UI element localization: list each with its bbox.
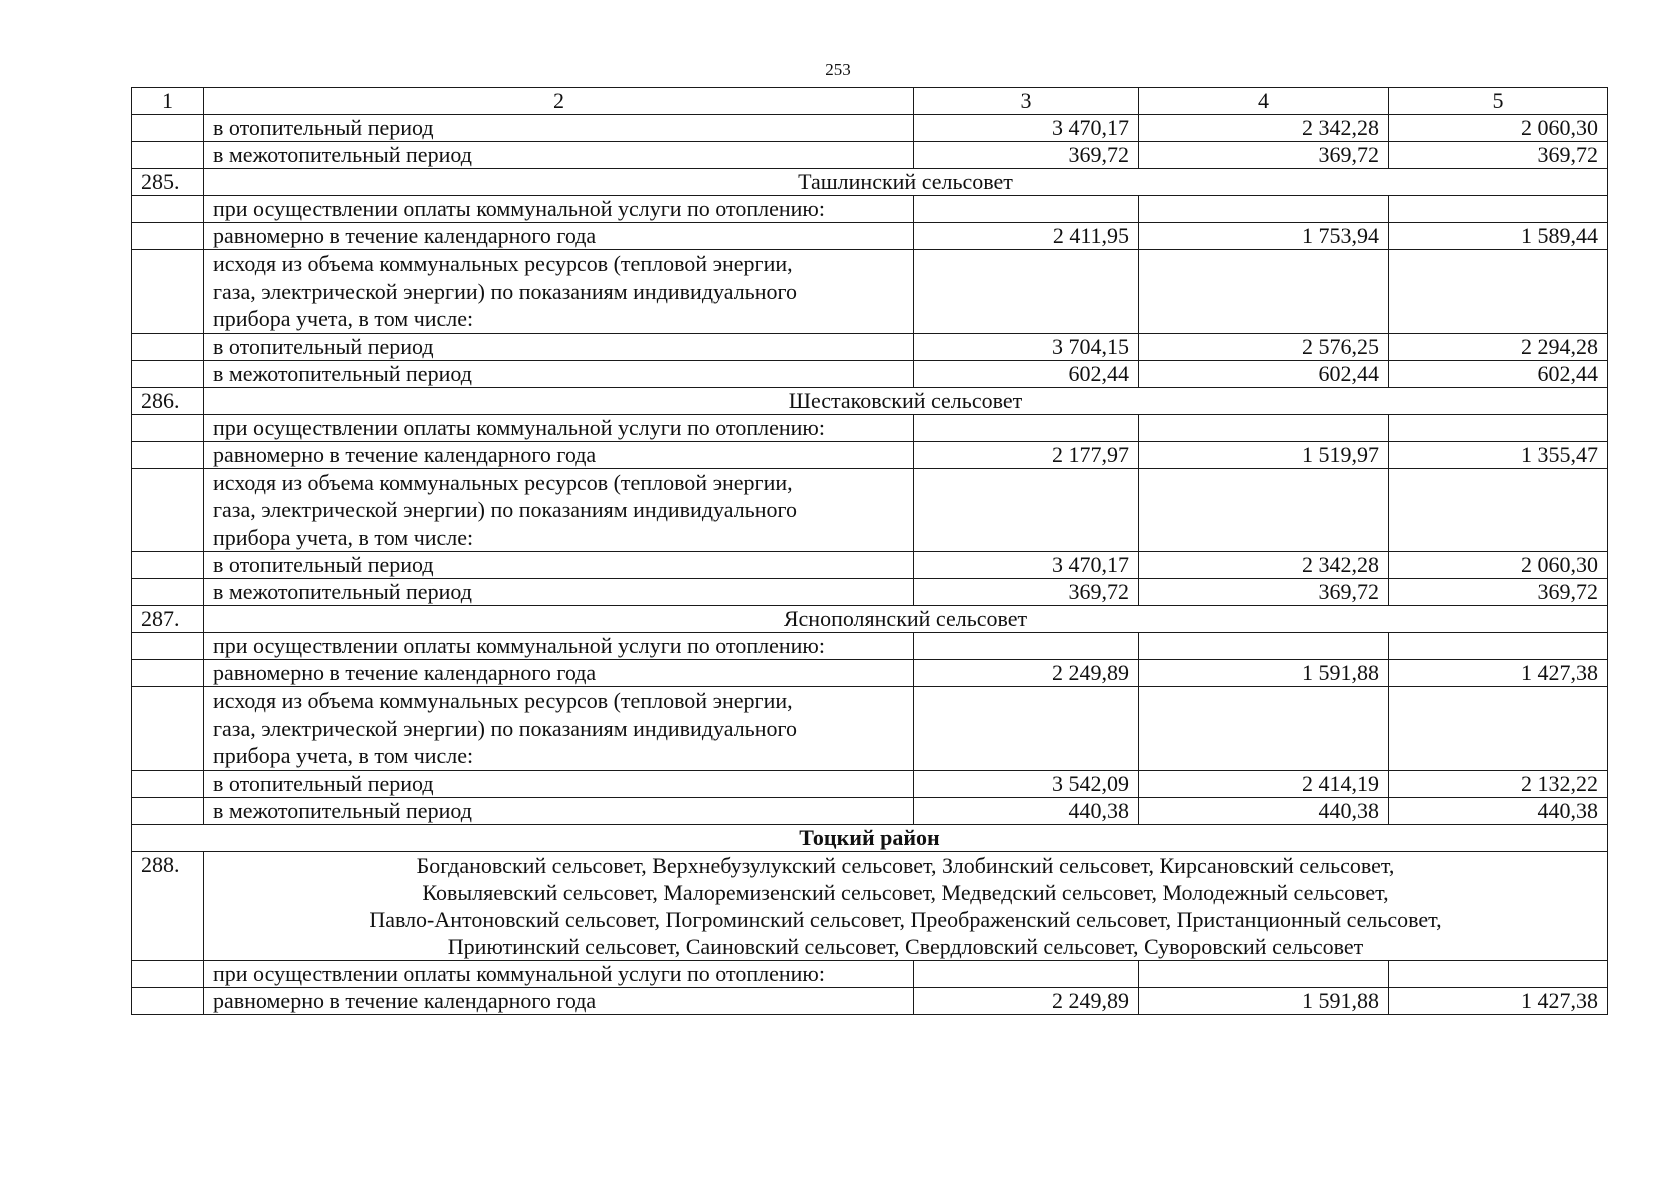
- value-col-5: 2 132,22: [1389, 770, 1608, 797]
- value-col-5: 1 427,38: [1389, 660, 1608, 687]
- value-col-4: 1 753,94: [1139, 223, 1389, 250]
- value-col-3: 369,72: [914, 142, 1139, 169]
- value-col-4: [1139, 960, 1389, 987]
- row-label-multiline: [204, 468, 914, 552]
- table-row: [132, 579, 1608, 606]
- section-title: Тоцкий район: [132, 824, 1608, 851]
- table-row: [132, 552, 1608, 579]
- header-cell-1: 1: [132, 88, 204, 115]
- value-col-5-empty: [1389, 687, 1608, 771]
- table-row: [132, 797, 1608, 824]
- row-number: [132, 633, 204, 660]
- row-label-line: исходя из объема коммунальных ресурсов (тепловой энергии,: [213, 251, 793, 276]
- row-number: [132, 987, 204, 1014]
- group-title-line: Приютинский сельсовет, Саиновский сельсовет, Свердловский сельсовет, Суворовский сельсовет: [447, 933, 1364, 959]
- row-number: [132, 414, 204, 441]
- row-label: в отопительный период: [204, 115, 914, 142]
- row-number: [132, 552, 204, 579]
- table-row: [132, 960, 1608, 987]
- value-col-3: 3 470,17: [914, 552, 1139, 579]
- section-row: [132, 824, 1608, 851]
- value-col-4: [1139, 633, 1389, 660]
- group-number: 285.: [132, 169, 204, 196]
- table-row: [132, 660, 1608, 687]
- value-col-5: 1 355,47: [1389, 441, 1608, 468]
- row-label-multiline: [204, 687, 914, 771]
- value-col-5: 2 060,30: [1389, 115, 1608, 142]
- table-row: [132, 633, 1608, 660]
- table-row-multiline: [132, 687, 1608, 771]
- value-col-3: 369,72: [914, 579, 1139, 606]
- value-col-3: 2 177,97: [914, 441, 1139, 468]
- group-title: Яснополянский сельсовет: [204, 606, 1608, 633]
- row-label-line: прибора учета, в том числе:: [213, 524, 474, 550]
- row-label: при осуществлении оплаты коммунальной услуги по отоплению:: [204, 960, 914, 987]
- row-number: [132, 196, 204, 223]
- value-col-5: [1389, 633, 1608, 660]
- row-label-line: газа, электрической энергии) по показаниям индивидуального: [213, 278, 797, 304]
- value-col-4: 2 342,28: [1139, 115, 1389, 142]
- page-number: 253: [825, 60, 851, 79]
- row-number: [132, 687, 204, 771]
- header-row: [132, 88, 1608, 115]
- value-col-5-empty: [1389, 468, 1608, 552]
- value-col-3: 3 542,09: [914, 770, 1139, 797]
- value-col-4: 602,44: [1139, 360, 1389, 387]
- group-title: Шестаковский сельсовет: [204, 387, 1608, 414]
- value-col-5: 369,72: [1389, 579, 1608, 606]
- row-label: равномерно в течение календарного года: [204, 660, 914, 687]
- table-row: [132, 987, 1608, 1014]
- group-title-multiline: [204, 851, 1608, 960]
- row-label: в отопительный период: [204, 333, 914, 360]
- header-cell-3: 3: [914, 88, 1139, 115]
- table-row: [132, 142, 1608, 169]
- row-number: [132, 579, 204, 606]
- value-col-4: 2 414,19: [1139, 770, 1389, 797]
- row-number: [132, 250, 204, 334]
- table-row: [132, 360, 1608, 387]
- tariff-table: [131, 87, 1608, 1015]
- row-number: [132, 223, 204, 250]
- value-col-3: [914, 196, 1139, 223]
- row-number: [132, 468, 204, 552]
- row-label: равномерно в течение календарного года: [204, 441, 914, 468]
- header-cell-4: 4: [1139, 88, 1389, 115]
- value-col-5: 2 294,28: [1389, 333, 1608, 360]
- group-title-line: Павло-Антоновский сельсовет, Погроминский сельсовет, Преображенский сельсовет, Пристанционный сельсовет,: [369, 906, 1442, 932]
- value-col-4-empty: [1139, 250, 1389, 334]
- value-col-4: 1 519,97: [1139, 441, 1389, 468]
- row-number: [132, 960, 204, 987]
- table-row: [132, 115, 1608, 142]
- value-col-4: 369,72: [1139, 579, 1389, 606]
- value-col-3: 2 249,89: [914, 660, 1139, 687]
- value-col-3: 2 411,95: [914, 223, 1139, 250]
- group-row-multiline: [132, 851, 1608, 960]
- row-label: при осуществлении оплаты коммунальной услуги по отоплению:: [204, 633, 914, 660]
- row-label: в отопительный период: [204, 770, 914, 797]
- value-col-4: 1 591,88: [1139, 660, 1389, 687]
- value-col-3-empty: [914, 687, 1139, 771]
- row-number: [132, 770, 204, 797]
- value-col-5: [1389, 414, 1608, 441]
- row-label: при осуществлении оплаты коммунальной услуги по отоплению:: [204, 196, 914, 223]
- row-label: в межотопительный период: [204, 142, 914, 169]
- row-label-multiline: [204, 250, 914, 334]
- row-number: [132, 360, 204, 387]
- row-label-line: газа, электрической энергии) по показаниям индивидуального: [213, 715, 797, 741]
- table-row: [132, 333, 1608, 360]
- value-col-5: [1389, 196, 1608, 223]
- value-col-4: [1139, 196, 1389, 223]
- table-row-multiline: [132, 468, 1608, 552]
- table-row: [132, 223, 1608, 250]
- table-row-multiline: [132, 250, 1608, 334]
- row-label: в межотопительный период: [204, 797, 914, 824]
- value-col-3: 2 249,89: [914, 987, 1139, 1014]
- value-col-5: 602,44: [1389, 360, 1608, 387]
- value-col-4: 440,38: [1139, 797, 1389, 824]
- group-title: Ташлинский сельсовет: [204, 169, 1608, 196]
- value-col-4: 369,72: [1139, 142, 1389, 169]
- row-label-line: исходя из объема коммунальных ресурсов (тепловой энергии,: [213, 469, 793, 495]
- header-cell-2: 2: [204, 88, 914, 115]
- row-label: в отопительный период: [204, 552, 914, 579]
- value-col-5: 440,38: [1389, 797, 1608, 824]
- value-col-5: 369,72: [1389, 142, 1608, 169]
- row-number: [132, 142, 204, 169]
- group-title-line: Богдановский сельсовет, Верхнебузулукский сельсовет, Злобинский сельсовет, Кирсановский сельсовет,: [416, 852, 1395, 878]
- row-number: [132, 441, 204, 468]
- table-row: [132, 196, 1608, 223]
- row-label-line: исходя из объема коммунальных ресурсов (тепловой энергии,: [213, 688, 793, 713]
- row-label-line: газа, электрической энергии) по показаниям индивидуального: [213, 497, 797, 522]
- value-col-3-empty: [914, 468, 1139, 552]
- row-number: [132, 797, 204, 824]
- table-row: [132, 770, 1608, 797]
- value-col-4: 2 342,28: [1139, 552, 1389, 579]
- value-col-3: [914, 633, 1139, 660]
- value-col-4-empty: [1139, 468, 1389, 552]
- table-row: [132, 414, 1608, 441]
- value-col-5: 1 589,44: [1389, 223, 1608, 250]
- value-col-4-empty: [1139, 687, 1389, 771]
- value-col-5: 1 427,38: [1389, 987, 1608, 1014]
- row-label: в межотопительный период: [204, 360, 914, 387]
- table-body: [132, 88, 1608, 1015]
- value-col-4: 1 591,88: [1139, 987, 1389, 1014]
- group-title-line: Ковыляевский сельсовет, Малоремизенский сельсовет, Медведский сельсовет, Молодежный сельсовет,: [422, 879, 1389, 905]
- value-col-3: 602,44: [914, 360, 1139, 387]
- value-col-5: 2 060,30: [1389, 552, 1608, 579]
- group-number: 288.: [132, 851, 204, 960]
- value-col-5: [1389, 960, 1608, 987]
- table-row: [132, 441, 1608, 468]
- row-number: [132, 115, 204, 142]
- value-col-4: [1139, 414, 1389, 441]
- group-number: 286.: [132, 387, 204, 414]
- row-label-line: прибора учета, в том числе:: [213, 743, 474, 768]
- group-number: 287.: [132, 606, 204, 633]
- group-row: [132, 169, 1608, 196]
- row-label-line: прибора учета, в том числе:: [213, 306, 474, 331]
- value-col-3: 440,38: [914, 797, 1139, 824]
- group-row: [132, 606, 1608, 633]
- row-label: равномерно в течение календарного года: [204, 987, 914, 1014]
- row-label: при осуществлении оплаты коммунальной услуги по отоплению:: [204, 414, 914, 441]
- group-row: [132, 387, 1608, 414]
- value-col-3: 3 470,17: [914, 115, 1139, 142]
- value-col-4: 2 576,25: [1139, 333, 1389, 360]
- value-col-3-empty: [914, 250, 1139, 334]
- value-col-3: [914, 414, 1139, 441]
- value-col-3: [914, 960, 1139, 987]
- value-col-3: 3 704,15: [914, 333, 1139, 360]
- row-number: [132, 333, 204, 360]
- row-number: [132, 660, 204, 687]
- header-cell-5: 5: [1389, 88, 1608, 115]
- row-label: равномерно в течение календарного года: [204, 223, 914, 250]
- value-col-5-empty: [1389, 250, 1608, 334]
- row-label: в межотопительный период: [204, 579, 914, 606]
